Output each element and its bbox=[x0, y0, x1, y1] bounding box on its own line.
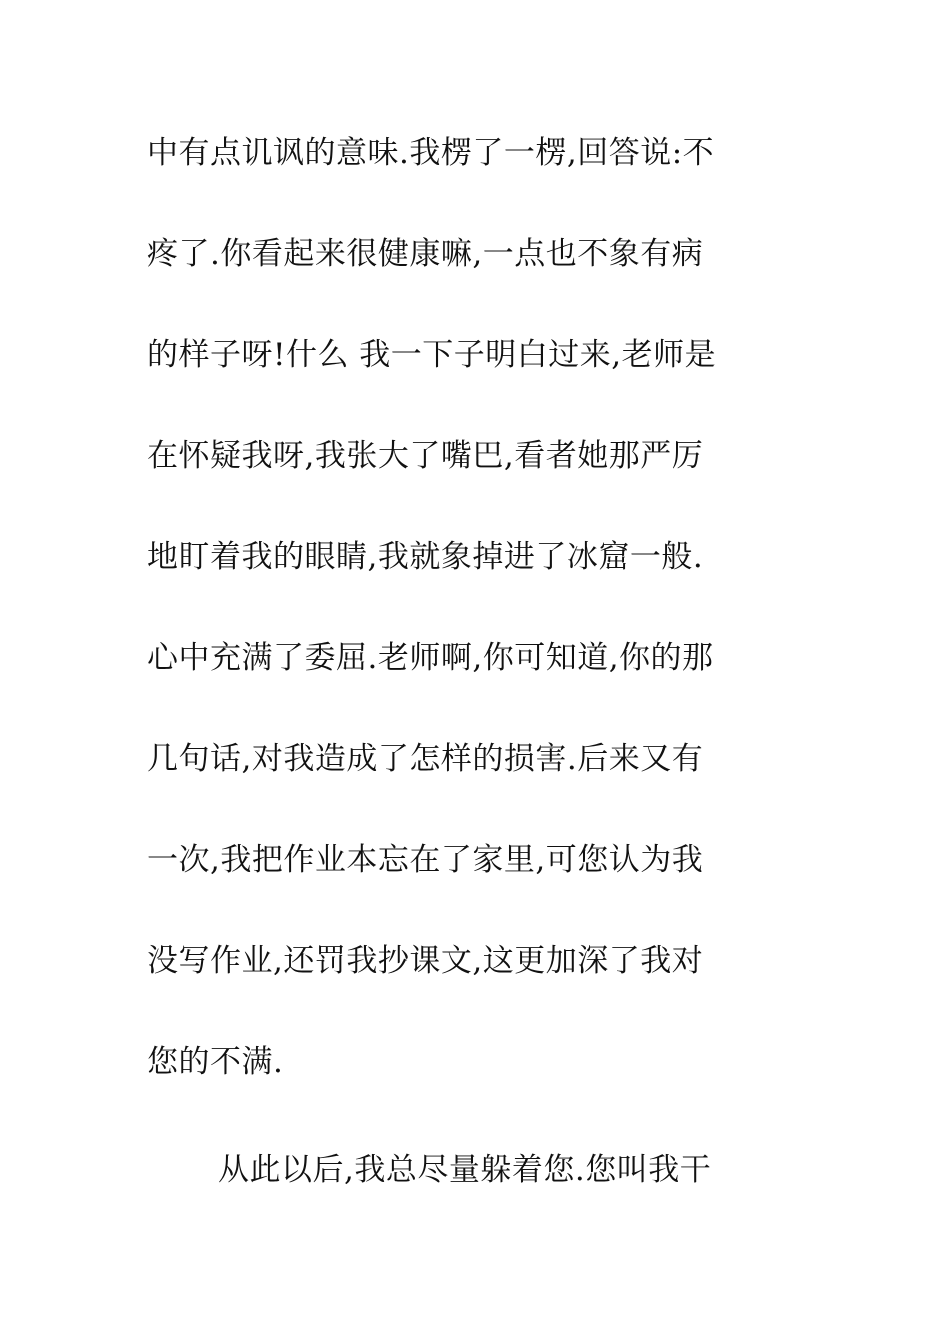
text-line-4: 在怀疑我呀,我张大了嘴巴,看者她那严厉 bbox=[147, 438, 704, 474]
body-text bbox=[147, 124, 827, 1242]
text-line-5: 地盯着我的眼睛,我就象掉进了冰窟一般. bbox=[147, 539, 704, 575]
text-line-7: 几句话,对我造成了怎样的损害.后来又有 bbox=[147, 741, 704, 777]
text-line-1: 中有点讥讽的意味.我楞了一楞,回答说:不 bbox=[147, 135, 715, 171]
paragraph-first-line: 从此以后,我总尽量躲着您.您叫我干 bbox=[218, 1152, 712, 1188]
text-line-9: 没写作业,还罚我抄课文,这更加深了我对 bbox=[147, 943, 704, 979]
text-line-6: 心中充满了委屈.老师啊,你可知道,你的那 bbox=[147, 640, 714, 676]
paragraph-gap bbox=[147, 1134, 827, 1141]
text-line-3: 的样子呀!什么 我一下子明白过来,老师是 bbox=[147, 337, 717, 373]
text-line-8: 一次,我把作业本忘在了家里,可您认为我 bbox=[147, 842, 704, 878]
text-line-10: 您的不满. bbox=[147, 1044, 284, 1080]
text-line-2: 疼了.你看起来很健康嘛,一点也不象有病 bbox=[147, 236, 704, 272]
